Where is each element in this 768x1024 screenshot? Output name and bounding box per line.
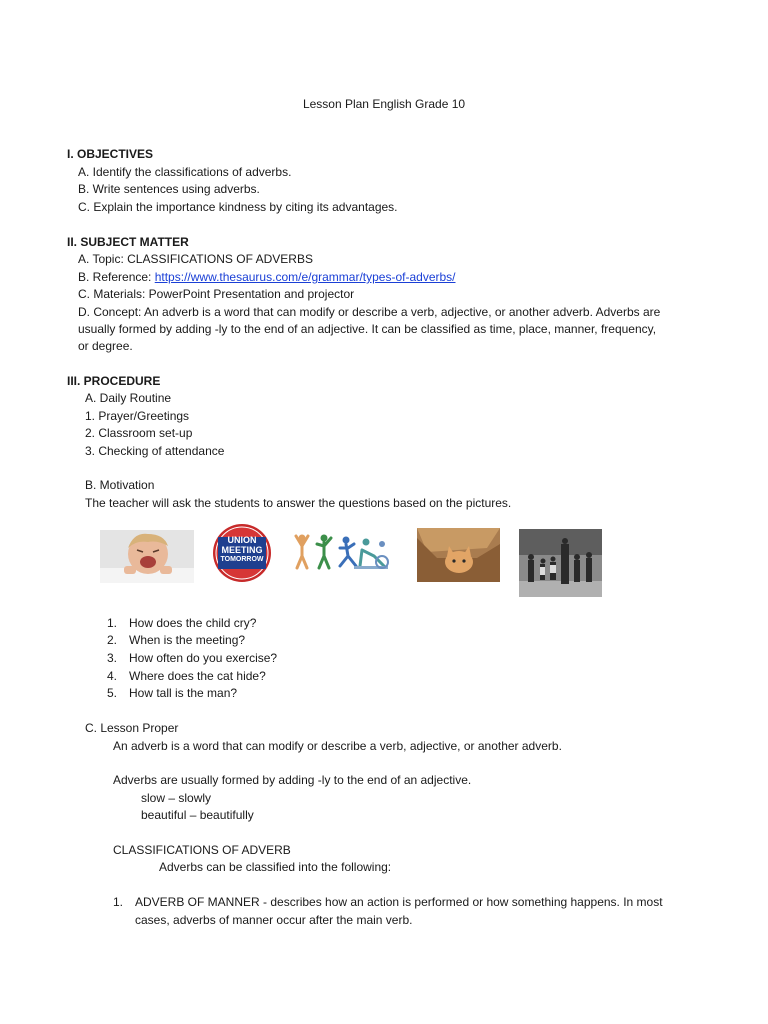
sign-text: MEETING [221,545,263,555]
procedure-heading: III. PROCEDURE [67,374,161,388]
routine-item: 3. Checking of attendance [85,444,225,458]
topic-line: A. Topic: CLASSIFICATIONS OF ADVERBS [78,252,313,266]
question-text: Where does the cat hide? [129,669,266,683]
reference-label: B. Reference: [78,270,155,284]
question-number: 1. [107,616,118,630]
question-text: When is the meeting? [129,633,246,647]
reference-link[interactable]: https://www.thesaurus.com/e/grammar/types-of-adverbs/ [154,270,456,284]
reference-line [78,269,456,285]
question-text: How tall is the man? [129,686,238,700]
question-number: 4. [107,669,118,683]
adverb-formation: Adverbs are usually formed by adding -ly to the end of an adjective. [113,773,472,787]
motivation-text: The teacher will ask the students to answer the questions based on the pictures. [85,496,512,510]
objective-item: C. Explain the importance kindness by citing its advantages. [78,200,398,214]
question-item [107,650,277,666]
concept-line: D. Concept: An adverb is a word that can modify or describe a verb, adjective, or another adverb. Adverbs are [78,305,661,319]
sign-text: UNION [227,535,257,545]
question-number: 3. [107,651,118,665]
routine-item: 1. Prayer/Greetings [85,409,190,423]
question-text: How does the child cry? [129,616,257,630]
question-number: 2. [107,633,118,647]
question-item [107,615,256,631]
example-item: beautiful – beautifully [141,808,254,822]
concept-line: usually formed by adding -ly to the end of an adjective. It can be classified as time, place, manner, frequency, [78,322,657,336]
lesson-proper-heading: C. Lesson Proper [85,721,179,735]
motivation-heading: B. Motivation [85,478,155,492]
concept-line: or degree. [78,339,133,353]
routine-item: 2. Classroom set-up [85,426,193,440]
family-photo-image [519,529,602,597]
union-meeting-sign-image [212,523,272,583]
question-item [107,668,266,684]
question-item [107,632,245,648]
exercise-figures-image [292,530,392,572]
page-title: Lesson Plan English Grade 10 [302,97,466,111]
manner-text: cases, adverbs of manner occur after the main verb. [135,913,413,927]
question-item [107,685,237,701]
example-item: slow – slowly [141,791,212,805]
subject-matter-heading: II. SUBJECT MATTER [67,235,189,249]
objective-item: A. Identify the classifications of adverbs. [78,165,292,179]
crying-child-image [100,530,194,583]
manner-text: ADVERB OF MANNER - describes how an action is performed or how something happens. In most [135,895,663,909]
objectives-heading: I. OBJECTIVES [67,147,154,161]
manner-number: 1. [113,895,124,909]
adverb-definition: An adverb is a word that can modify or describe a verb, adjective, or another adverb. [113,739,562,753]
objective-item: B. Write sentences using adverbs. [78,182,260,196]
cat-in-box-image [417,528,500,582]
question-number: 5. [107,686,118,700]
sign-text: TOMORROW [220,556,264,563]
daily-routine-heading: A. Daily Routine [85,391,172,405]
classifications-intro: Adverbs can be classified into the following: [159,860,392,874]
question-text: How often do you exercise? [129,651,278,665]
classifications-heading: CLASSIFICATIONS OF ADVERB [113,843,291,857]
materials-line: C. Materials: PowerPoint Presentation and projector [78,287,355,301]
